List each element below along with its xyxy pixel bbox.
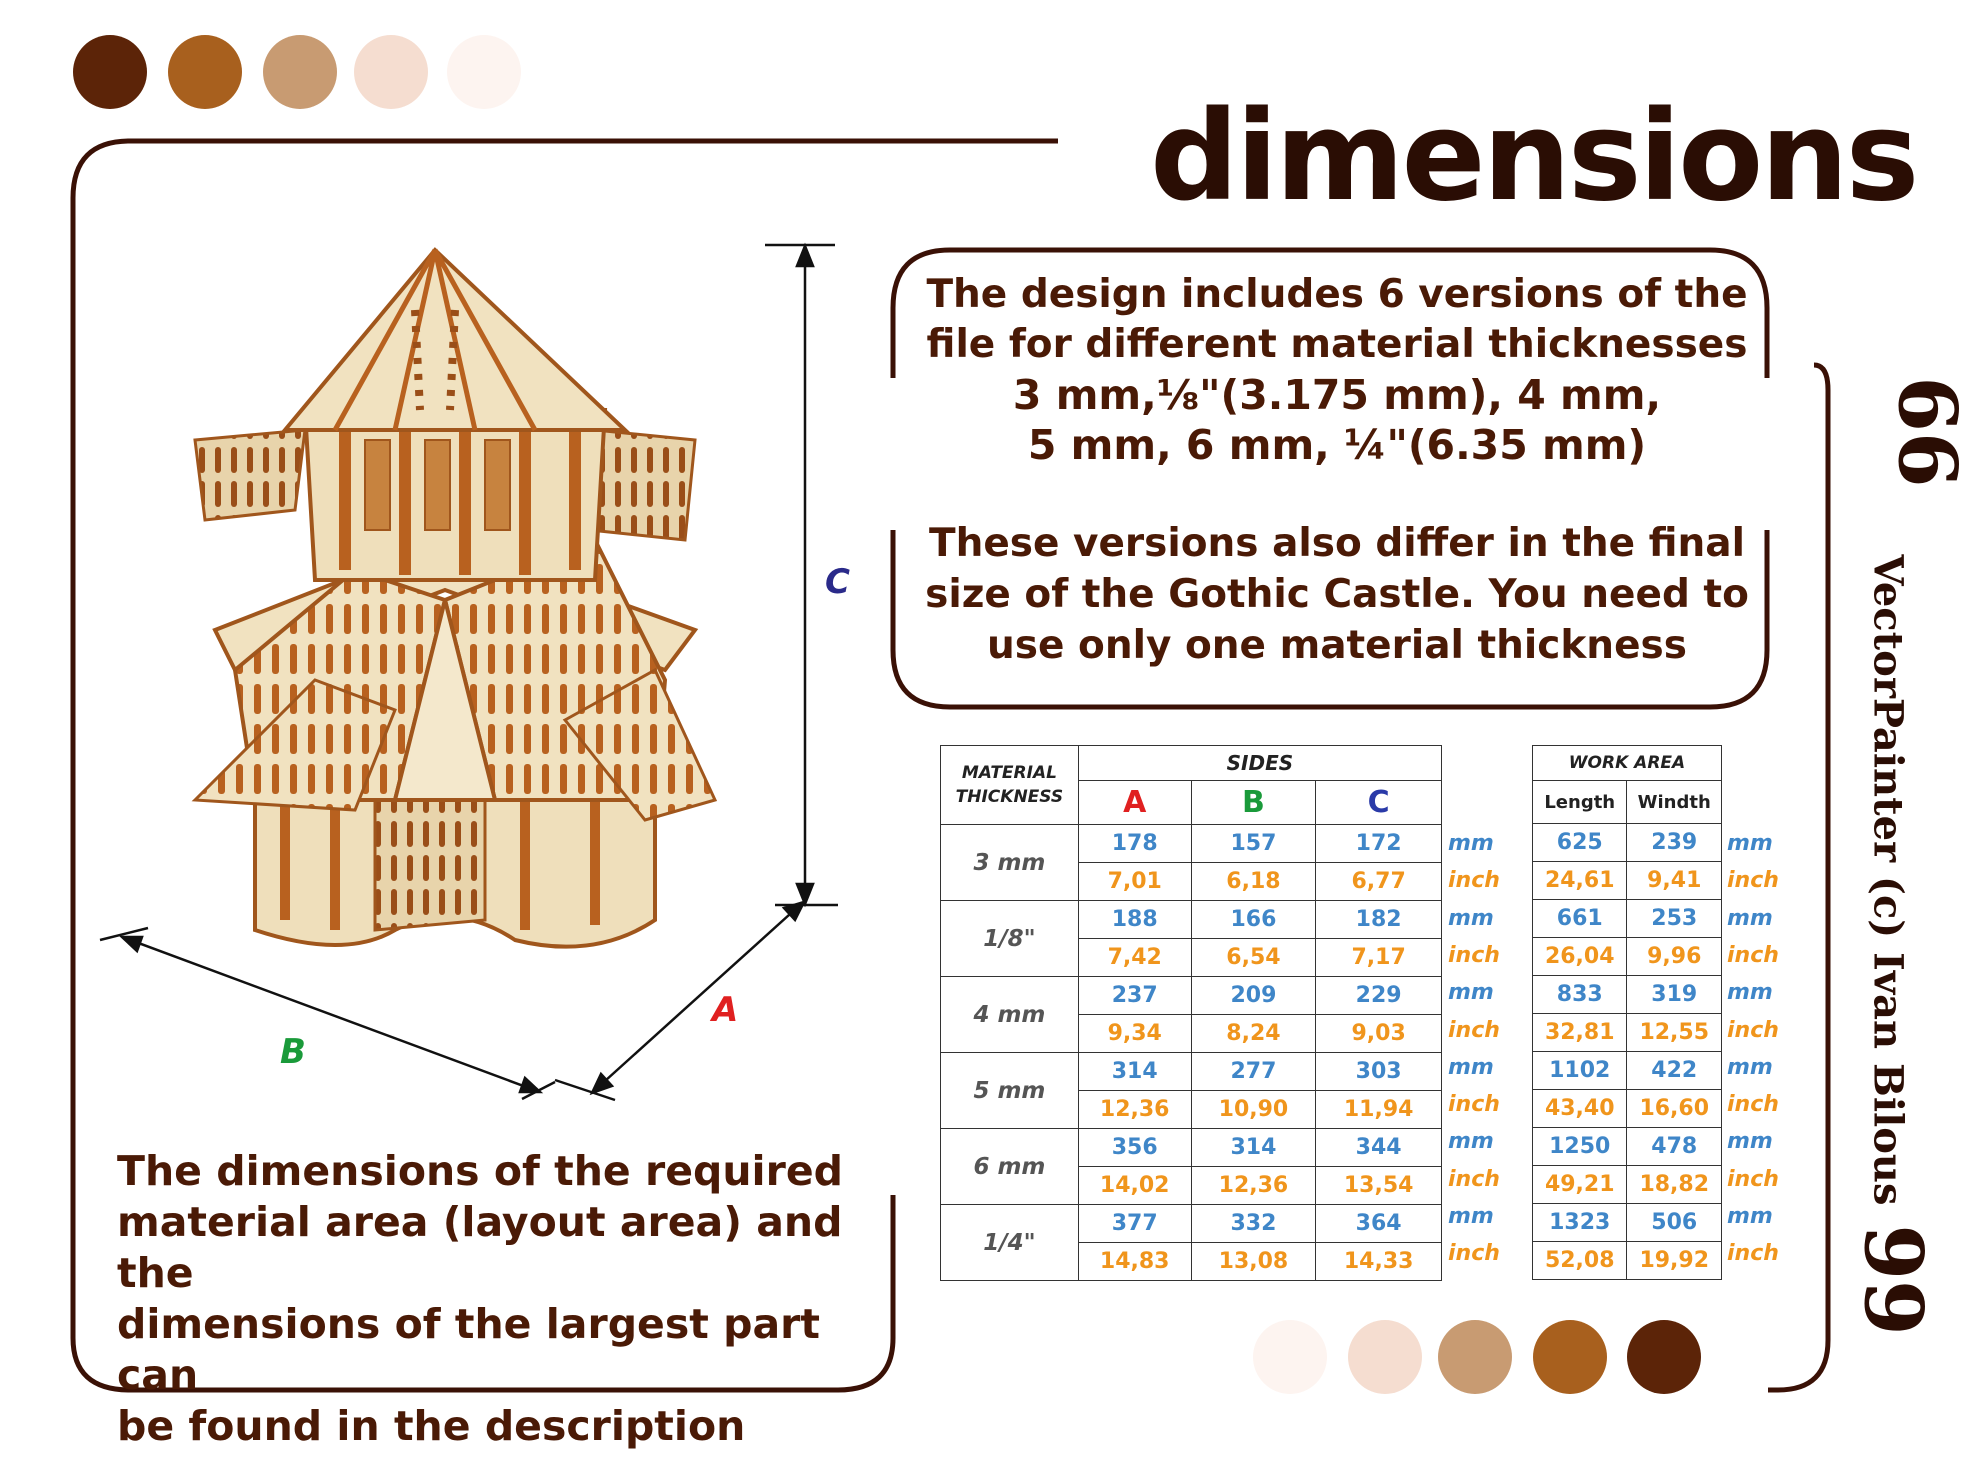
- unit-label-mm: mm: [1727, 980, 1773, 1006]
- unit-label-mm: mm: [1448, 831, 1494, 856]
- unit-label-inch: inch: [1727, 942, 1779, 968]
- thickness-cell: 1/8": [941, 901, 1079, 977]
- inch-value-cell: 9,03: [1316, 1015, 1442, 1053]
- thickness-list: 5 mm, 6 mm, ¼"(6.35 mm): [1027, 421, 1647, 469]
- mm-value-cell: 182: [1316, 901, 1442, 939]
- unit-label-mm: mm: [1727, 1129, 1773, 1155]
- inch-value-cell: 43,40: [1533, 1090, 1627, 1128]
- quote-open-mark: 66: [1880, 376, 1975, 488]
- inch-value-cell: 8,24: [1191, 1015, 1316, 1053]
- unit-label-inch: inch: [1727, 868, 1779, 894]
- inch-value-cell: 18,82: [1627, 1166, 1722, 1204]
- size-info: [897, 518, 1777, 671]
- table-row: [1533, 1204, 1722, 1242]
- thickness-cell: 5 mm: [941, 1053, 1079, 1129]
- work-area-header: WORK AREA: [1533, 746, 1722, 781]
- width-header: Windth: [1627, 781, 1722, 824]
- info-line: The design includes 6 versions of the: [926, 272, 1748, 317]
- inch-value-cell: 7,42: [1078, 939, 1191, 977]
- inch-value-cell: 6,18: [1191, 863, 1316, 901]
- mm-value-cell: 344: [1316, 1129, 1442, 1167]
- mm-value-cell: 253: [1627, 900, 1722, 938]
- info-line: file for different material thicknesses: [926, 322, 1748, 367]
- mm-value-cell: 478: [1627, 1128, 1722, 1166]
- unit-label-mm: mm: [1448, 980, 1494, 1006]
- gothic-castle-illustration: [195, 240, 715, 980]
- column-c-header: C: [1316, 781, 1442, 825]
- mm-value-cell: 277: [1191, 1053, 1316, 1091]
- unit-label-inch: inch: [1727, 1017, 1779, 1043]
- mm-value-cell: 188: [1078, 901, 1191, 939]
- thickness-cell: 6 mm: [941, 1129, 1079, 1205]
- table-row: [1533, 1166, 1722, 1204]
- unit-label-mm: mm: [1727, 1204, 1773, 1229]
- inch-value-cell: 7,17: [1316, 939, 1442, 977]
- note-line: material area (layout area) and the: [117, 1198, 843, 1297]
- mm-value-cell: 178: [1078, 825, 1191, 863]
- thickness-cell: 1/4": [941, 1205, 1079, 1281]
- mm-value-cell: 364: [1316, 1205, 1442, 1243]
- thickness-cell: 4 mm: [941, 977, 1079, 1053]
- info-line: size of the Gothic Castle. You need to: [925, 572, 1749, 617]
- mm-value-cell: 172: [1316, 825, 1442, 863]
- unit-label-inch: inch: [1448, 1241, 1500, 1267]
- unit-label-inch: inch: [1448, 1166, 1500, 1192]
- inch-value-cell: 16,60: [1627, 1090, 1722, 1128]
- inch-value-cell: 13,54: [1316, 1167, 1442, 1205]
- unit-label-inch: inch: [1727, 1241, 1779, 1267]
- mm-value-cell: 1323: [1533, 1204, 1627, 1242]
- inch-value-cell: 52,08: [1533, 1242, 1627, 1280]
- note-line: be found in the description: [117, 1402, 746, 1450]
- unit-label-mm: mm: [1727, 1054, 1773, 1080]
- table-row: [941, 1205, 1442, 1243]
- work-area-table: [1532, 745, 1722, 1280]
- column-a-header: A: [1078, 781, 1191, 825]
- mm-value-cell: 1250: [1533, 1128, 1627, 1166]
- mm-value-cell: 303: [1316, 1053, 1442, 1091]
- inch-value-cell: 14,33: [1316, 1243, 1442, 1281]
- dimension-label-a: A: [712, 990, 739, 1030]
- inch-value-cell: 7,01: [1078, 863, 1191, 901]
- inch-value-cell: 14,83: [1078, 1243, 1191, 1281]
- table-row: [941, 1053, 1442, 1091]
- column-b-header: B: [1191, 781, 1316, 825]
- thickness-list: 3 mm,⅛"(3.175 mm), 4 mm,: [1012, 371, 1662, 419]
- table-row: [1533, 1052, 1722, 1090]
- table-row: [1533, 1014, 1722, 1052]
- note-line: dimensions of the largest part can: [117, 1300, 820, 1399]
- inch-value-cell: 14,02: [1078, 1167, 1191, 1205]
- inch-value-cell: 26,04: [1533, 938, 1627, 976]
- inch-value-cell: 10,90: [1191, 1091, 1316, 1129]
- mm-value-cell: 157: [1191, 825, 1316, 863]
- mm-value-cell: 506: [1627, 1204, 1722, 1242]
- mm-value-cell: 356: [1078, 1129, 1191, 1167]
- mm-value-cell: 166: [1191, 901, 1316, 939]
- mm-value-cell: 314: [1191, 1129, 1316, 1167]
- inch-value-cell: 9,41: [1627, 862, 1722, 900]
- unit-label-mm: mm: [1448, 905, 1494, 931]
- unit-label-mm: mm: [1448, 1129, 1494, 1155]
- mm-value-cell: 833: [1533, 976, 1627, 1014]
- mm-value-cell: 239: [1627, 824, 1722, 862]
- table-row: [1533, 862, 1722, 900]
- length-header: Length: [1533, 781, 1627, 824]
- table-row: [941, 977, 1442, 1015]
- unit-label-mm: mm: [1727, 905, 1773, 931]
- table-row: [1533, 1242, 1722, 1280]
- unit-label-inch: inch: [1448, 868, 1500, 894]
- mm-value-cell: 319: [1627, 976, 1722, 1014]
- unit-label-inch: inch: [1727, 1092, 1779, 1118]
- inch-value-cell: 32,81: [1533, 1014, 1627, 1052]
- unit-label-mm: mm: [1727, 831, 1773, 856]
- unit-label-mm: mm: [1448, 1054, 1494, 1080]
- quote-close-mark: 99: [1846, 1224, 1941, 1336]
- info-line: use only one material thickness: [987, 623, 1687, 668]
- versions-info: [897, 270, 1777, 470]
- table-row: [1533, 976, 1722, 1014]
- note-line: The dimensions of the required: [117, 1147, 843, 1195]
- material-thickness-header: MATERIAL THICKNESS: [941, 746, 1079, 825]
- inch-value-cell: 6,77: [1316, 863, 1442, 901]
- inch-value-cell: 9,96: [1627, 938, 1722, 976]
- table-row: [1533, 1090, 1722, 1128]
- author-credit: VectorPainter (c) Ivan Bilous: [1864, 554, 1912, 1206]
- dimension-label-c: C: [825, 562, 850, 602]
- mm-value-cell: 377: [1078, 1205, 1191, 1243]
- page-title: dimensions: [1150, 85, 1917, 229]
- inch-value-cell: 49,21: [1533, 1166, 1627, 1204]
- sides-header: SIDES: [1078, 746, 1441, 781]
- mm-value-cell: 332: [1191, 1205, 1316, 1243]
- inch-value-cell: 12,36: [1078, 1091, 1191, 1129]
- dimension-label-b: B: [280, 1032, 306, 1072]
- table-row: [1533, 938, 1722, 976]
- table-row: [1533, 824, 1722, 862]
- inch-value-cell: 11,94: [1316, 1091, 1442, 1129]
- unit-label-inch: inch: [1448, 1092, 1500, 1118]
- inch-value-cell: 13,08: [1191, 1243, 1316, 1281]
- mm-value-cell: 422: [1627, 1052, 1722, 1090]
- mm-value-cell: 314: [1078, 1053, 1191, 1091]
- inch-value-cell: 9,34: [1078, 1015, 1191, 1053]
- table-row: [1533, 1128, 1722, 1166]
- inch-value-cell: 19,92: [1627, 1242, 1722, 1280]
- unit-label-inch: inch: [1448, 1017, 1500, 1043]
- mm-value-cell: 237: [1078, 977, 1191, 1015]
- unit-label-inch: inch: [1727, 1166, 1779, 1192]
- table-row: [941, 901, 1442, 939]
- info-line: These versions also differ in the final: [928, 521, 1745, 566]
- mm-value-cell: 209: [1191, 977, 1316, 1015]
- mm-value-cell: 1102: [1533, 1052, 1627, 1090]
- inch-value-cell: 6,54: [1191, 939, 1316, 977]
- sides-table: [940, 745, 1442, 1281]
- table-row: [1533, 900, 1722, 938]
- unit-label-inch: inch: [1448, 942, 1500, 968]
- mm-value-cell: 661: [1533, 900, 1627, 938]
- table-row: [941, 1129, 1442, 1167]
- mm-value-cell: 229: [1316, 977, 1442, 1015]
- unit-label-mm: mm: [1448, 1204, 1494, 1229]
- inch-value-cell: 12,55: [1627, 1014, 1722, 1052]
- table-row: [941, 825, 1442, 863]
- mm-value-cell: 625: [1533, 824, 1627, 862]
- inch-value-cell: 24,61: [1533, 862, 1627, 900]
- layout-area-note: [117, 1146, 907, 1452]
- thickness-cell: 3 mm: [941, 825, 1079, 901]
- inch-value-cell: 12,36: [1191, 1167, 1316, 1205]
